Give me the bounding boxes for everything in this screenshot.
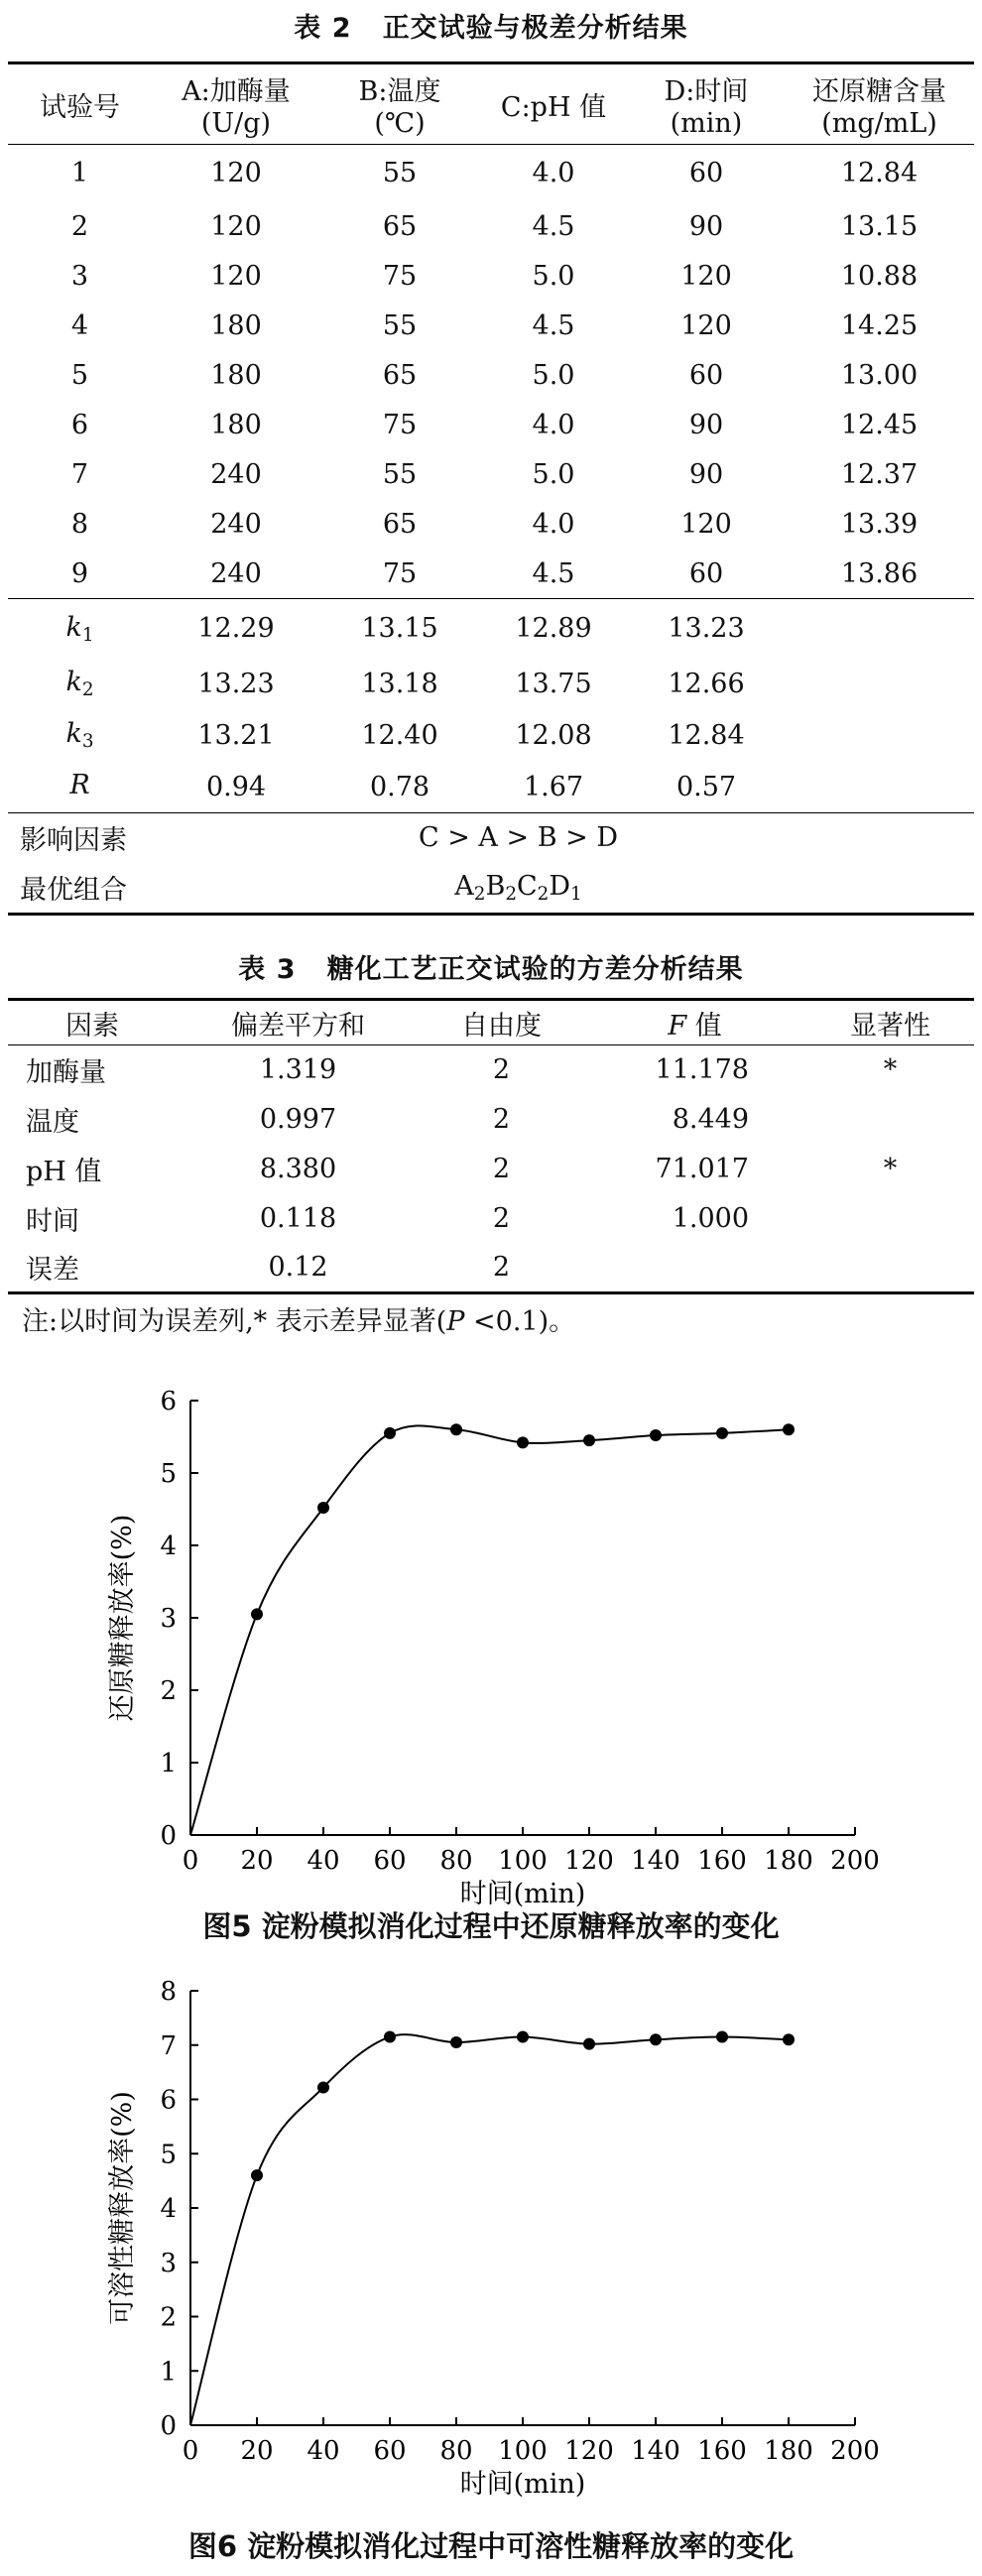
figure5-caption: 图5 淀粉模拟消化过程中还原糖释放率的变化 <box>202 1909 780 1943</box>
x-tick-label: 20 <box>240 1846 274 1876</box>
range-cell: 0.94 <box>205 771 267 802</box>
table3-header-cell: F 值 <box>668 1010 722 1042</box>
table3-caption-text: 糖化工艺正交试验的方差分析结果 <box>326 954 744 985</box>
x-tick-label: 20 <box>240 2436 274 2466</box>
data-point <box>384 2031 396 2043</box>
y-tick-label: 7 <box>160 2030 177 2061</box>
table2-cell: 60 <box>688 557 724 589</box>
table3-cell: 1.000 <box>672 1203 749 1234</box>
data-point <box>450 2036 462 2048</box>
table2-header-cell: D:时间 (min) <box>664 76 749 139</box>
table3-caption <box>0 947 982 986</box>
data-point <box>317 2081 329 2093</box>
table3-cell <box>583 1244 806 1293</box>
anova-table <box>8 998 974 1294</box>
data-point <box>650 1429 662 1441</box>
table2-cell: 120 <box>680 310 732 341</box>
data-point <box>517 1436 529 1448</box>
range-cell: 0.78 <box>369 771 430 802</box>
table3-cell: 0.118 <box>259 1203 337 1234</box>
table3-header-cell: 偏差平方和 <box>231 1010 365 1042</box>
table2-header-cell: 试验号 <box>40 91 120 123</box>
range-cell: 12.66 <box>668 669 745 699</box>
table3-cell: 0.997 <box>259 1104 337 1135</box>
y-tick-label: 2 <box>160 2302 177 2333</box>
table3-row <box>8 1145 974 1194</box>
table2-cell: 75 <box>382 557 418 589</box>
table2-cell: 5.0 <box>532 360 575 391</box>
data-point <box>517 2031 529 2043</box>
y-tick-label: 1 <box>160 1749 177 1779</box>
x-tick-label: 140 <box>631 2436 680 2466</box>
x-tick-label: 40 <box>307 1846 340 1876</box>
x-tick-label: 140 <box>631 1846 680 1876</box>
table2-row <box>8 145 974 202</box>
table2-cell: 12.84 <box>840 158 919 189</box>
table3-cell: 1.319 <box>259 1054 337 1086</box>
y-axis-label: 还原糖释放率(%) <box>107 1514 138 1722</box>
table3-cell: pH 值 <box>26 1157 102 1187</box>
table2-factor-row <box>8 813 974 863</box>
table2-cell: 4.0 <box>532 509 575 540</box>
table3-header-cell: 显著性 <box>850 1010 930 1042</box>
table2-cell: 9 <box>70 557 89 589</box>
table2-cell: 4.5 <box>532 557 575 589</box>
data-point <box>716 1427 728 1439</box>
table3-row <box>8 1194 974 1244</box>
table3-cell: 误差 <box>26 1255 79 1287</box>
x-tick-label: 160 <box>697 1846 747 1876</box>
x-tick-label: 200 <box>830 2436 880 2466</box>
data-point <box>251 1608 263 1620</box>
table2-cell: 65 <box>382 509 418 540</box>
table3-cell <box>806 1244 974 1293</box>
table3-cell: 2 <box>492 1252 511 1284</box>
table2-cell: 240 <box>210 459 262 490</box>
table3-cell: 11.178 <box>655 1054 749 1086</box>
figure5-chart <box>0 1369 982 1909</box>
table2-cell: 7 <box>70 459 89 490</box>
range-cell: 13.23 <box>197 669 275 699</box>
table2-cell: 75 <box>382 410 418 440</box>
table2-cell: 90 <box>688 410 724 440</box>
table2-cell: 1 <box>70 158 89 189</box>
range-row-label: R <box>69 770 90 801</box>
range-cell-empty <box>785 710 974 762</box>
table2-cell: 90 <box>688 459 724 490</box>
table3-row <box>8 1244 974 1293</box>
table3-cell: 2 <box>492 1104 511 1135</box>
x-tick-label: 100 <box>498 2436 548 2466</box>
table2-row <box>8 302 974 351</box>
table2-cell: 14.25 <box>840 310 919 341</box>
x-tick-label: 80 <box>439 1846 473 1876</box>
table2-row <box>8 401 974 450</box>
table2-cell: 180 <box>210 310 262 341</box>
table2-cell: 2 <box>70 211 89 242</box>
figure6-chart <box>0 1969 982 2524</box>
x-axis-label: 时间(min) <box>459 2469 586 2500</box>
table2-header-cell: C:pH 值 <box>500 91 607 123</box>
table2-cell: 60 <box>688 158 724 189</box>
y-tick-label: 3 <box>160 1604 177 1634</box>
table2-cell: 13.15 <box>840 211 919 242</box>
table2-cell: 10.88 <box>840 261 919 292</box>
table2-header-row <box>8 63 974 145</box>
table2-row <box>8 450 974 500</box>
table3-cell: 2 <box>492 1203 511 1234</box>
table2-cell: 13.00 <box>840 360 919 391</box>
table2-cell: 120 <box>680 261 732 292</box>
range-cell: 1.67 <box>523 771 584 802</box>
table3-cell: 温度 <box>26 1107 79 1138</box>
y-tick-label: 0 <box>160 2411 177 2441</box>
table2-cell: 90 <box>688 211 724 242</box>
table2-row <box>8 351 974 401</box>
table2-caption-number: 表 2 <box>294 13 352 44</box>
best-combo-value: $A_2B_2C_2D_1$ <box>454 870 582 905</box>
table2-cell: 65 <box>382 211 418 242</box>
table3-cell: * <box>883 1054 898 1086</box>
table3-row <box>8 1045 974 1095</box>
figure6-caption: 图6 淀粉模拟消化过程中可溶性糖释放率的变化 <box>187 2529 795 2563</box>
table2-row <box>8 202 974 252</box>
x-tick-label: 180 <box>764 2436 813 2466</box>
table2-cell: 13.39 <box>840 509 919 540</box>
table2-cell: 4.0 <box>532 158 575 189</box>
range-cell: 12.84 <box>668 720 745 751</box>
table2-cell: 3 <box>70 261 89 292</box>
table2-range-row <box>8 659 974 710</box>
y-tick-label: 4 <box>160 2194 177 2224</box>
table2-cell: 6 <box>70 410 89 440</box>
table2-range-row <box>8 710 974 762</box>
range-row-label: $k_2$ <box>65 667 94 701</box>
x-tick-label: 80 <box>439 2436 473 2466</box>
table2-cell: 120 <box>680 509 732 540</box>
table2-cell: 8 <box>70 509 89 540</box>
y-tick-label: 0 <box>160 1821 177 1851</box>
x-tick-label: 100 <box>498 1846 548 1876</box>
table2-cell: 4.0 <box>532 410 575 440</box>
range-cell-empty <box>785 599 974 659</box>
y-tick-label: 5 <box>160 2140 177 2170</box>
table2-cell: 240 <box>210 557 262 589</box>
data-point <box>317 1502 329 1514</box>
x-tick-label: 200 <box>830 1846 880 1876</box>
range-cell-empty <box>785 659 974 710</box>
range-row-label: $k_3$ <box>65 718 94 753</box>
table3-header-cell: 因素 <box>65 1010 119 1042</box>
table2-header-cell: B:温度 (℃) <box>358 76 441 139</box>
table2-header-cell: A:加酶量 (U/g) <box>182 76 291 139</box>
range-cell: 12.40 <box>361 720 438 751</box>
y-tick-label: 2 <box>160 1676 177 1706</box>
range-row-label: $k_1$ <box>65 611 94 646</box>
table2-cell: 120 <box>210 211 262 242</box>
data-point <box>450 1423 462 1435</box>
table2-cell: 240 <box>210 509 262 540</box>
series-line <box>190 1425 789 1835</box>
table3-caption-number: 表 3 <box>238 954 297 985</box>
x-tick-label: 60 <box>373 1846 407 1876</box>
table2-row <box>8 252 974 302</box>
table2-cell: 4 <box>70 310 89 341</box>
table2-caption-text: 正交试验与极差分析结果 <box>382 13 688 44</box>
table3-cell: * <box>883 1154 898 1184</box>
data-point <box>650 2033 662 2045</box>
x-axis-label: 时间(min) <box>459 1879 586 1909</box>
table3-row <box>8 1095 974 1145</box>
range-cell: 13.75 <box>515 669 592 699</box>
table2-caption <box>0 6 982 45</box>
range-cell: 13.15 <box>361 613 438 645</box>
range-cell: 12.29 <box>197 613 275 645</box>
data-point <box>583 1434 595 1446</box>
factor-order: C > A > B > D <box>418 822 618 854</box>
range-cell: 12.08 <box>515 720 592 751</box>
table3-cell: 加酶量 <box>26 1057 106 1089</box>
data-point <box>783 1423 795 1435</box>
range-cell: 12.89 <box>515 613 592 645</box>
table3-cell: 2 <box>492 1154 511 1184</box>
table2-cell: 12.37 <box>840 459 919 490</box>
table3-note: 注:以时间为误差列,* 表示差异显著(P <0.1)。 <box>22 1306 576 1337</box>
table3-cell: 2 <box>492 1054 511 1086</box>
table2-cell: 5.0 <box>532 261 575 292</box>
best-combo-label: 最优组合 <box>20 875 127 907</box>
table2-cell: 12.45 <box>840 410 919 440</box>
y-tick-label: 4 <box>160 1532 177 1561</box>
table3-cell: 8.449 <box>672 1104 749 1135</box>
table2-cell: 75 <box>382 261 418 292</box>
table3-cell <box>806 1194 974 1244</box>
x-tick-label: 0 <box>182 1846 199 1876</box>
table2-best-row <box>8 863 974 915</box>
y-tick-label: 1 <box>160 2357 177 2388</box>
table3-cell <box>806 1095 974 1145</box>
data-point <box>783 2033 795 2045</box>
table2-cell: 180 <box>210 410 262 440</box>
range-cell-empty <box>785 762 974 813</box>
table2-cell: 120 <box>210 158 262 189</box>
table2-cell: 120 <box>210 261 262 292</box>
table3-cell: 71.017 <box>655 1154 749 1184</box>
data-point <box>251 2169 263 2181</box>
table2-cell: 55 <box>382 158 418 189</box>
table2-cell: 55 <box>382 459 418 490</box>
y-axis-label: 可溶性糖释放率(%) <box>107 2091 138 2325</box>
table2-row <box>8 500 974 550</box>
x-tick-label: 40 <box>307 2436 340 2466</box>
table3-header-cell: 自由度 <box>461 1010 542 1042</box>
y-tick-label: 3 <box>160 2248 177 2278</box>
y-tick-label: 5 <box>160 1459 177 1489</box>
table2-header-cell: 还原糖含量 (mg/mL) <box>812 76 946 139</box>
x-tick-label: 0 <box>182 2436 199 2466</box>
y-tick-label: 6 <box>160 2085 177 2116</box>
x-tick-label: 60 <box>373 2436 407 2466</box>
table2-cell: 65 <box>382 360 418 391</box>
table2-cell: 60 <box>688 360 724 391</box>
table2-cell: 4.5 <box>532 211 575 242</box>
table2-cell: 5.0 <box>532 459 575 490</box>
x-tick-label: 120 <box>564 1846 614 1876</box>
table2-cell: 5 <box>70 360 89 391</box>
table3-cell: 时间 <box>26 1206 79 1237</box>
x-tick-label: 160 <box>697 2436 747 2466</box>
x-tick-label: 180 <box>764 1846 813 1876</box>
table2-range-row <box>8 762 974 813</box>
y-tick-label: 8 <box>160 1977 177 2007</box>
data-point <box>583 2038 595 2050</box>
data-point <box>716 2031 728 2043</box>
table2-cell: 180 <box>210 360 262 391</box>
range-cell: 0.57 <box>675 771 737 802</box>
table2-range-row <box>8 599 974 659</box>
table3-cell: 0.12 <box>268 1252 328 1284</box>
series-line <box>190 2034 789 2425</box>
table2-cell: 13.86 <box>840 557 919 589</box>
table3-header-row <box>8 1000 974 1045</box>
x-tick-label: 120 <box>564 2436 614 2466</box>
factor-label: 影响因素 <box>20 825 127 857</box>
orthogonal-test-table <box>8 61 974 916</box>
y-tick-label: 6 <box>160 1387 177 1416</box>
range-cell: 13.18 <box>361 669 438 699</box>
table2-cell: 55 <box>382 310 418 341</box>
table2-cell: 4.5 <box>532 310 575 341</box>
table2-row <box>8 550 974 599</box>
range-cell: 13.23 <box>668 613 745 645</box>
table3-cell: 8.380 <box>259 1154 337 1184</box>
data-point <box>384 1427 396 1439</box>
range-cell: 13.21 <box>197 720 275 751</box>
